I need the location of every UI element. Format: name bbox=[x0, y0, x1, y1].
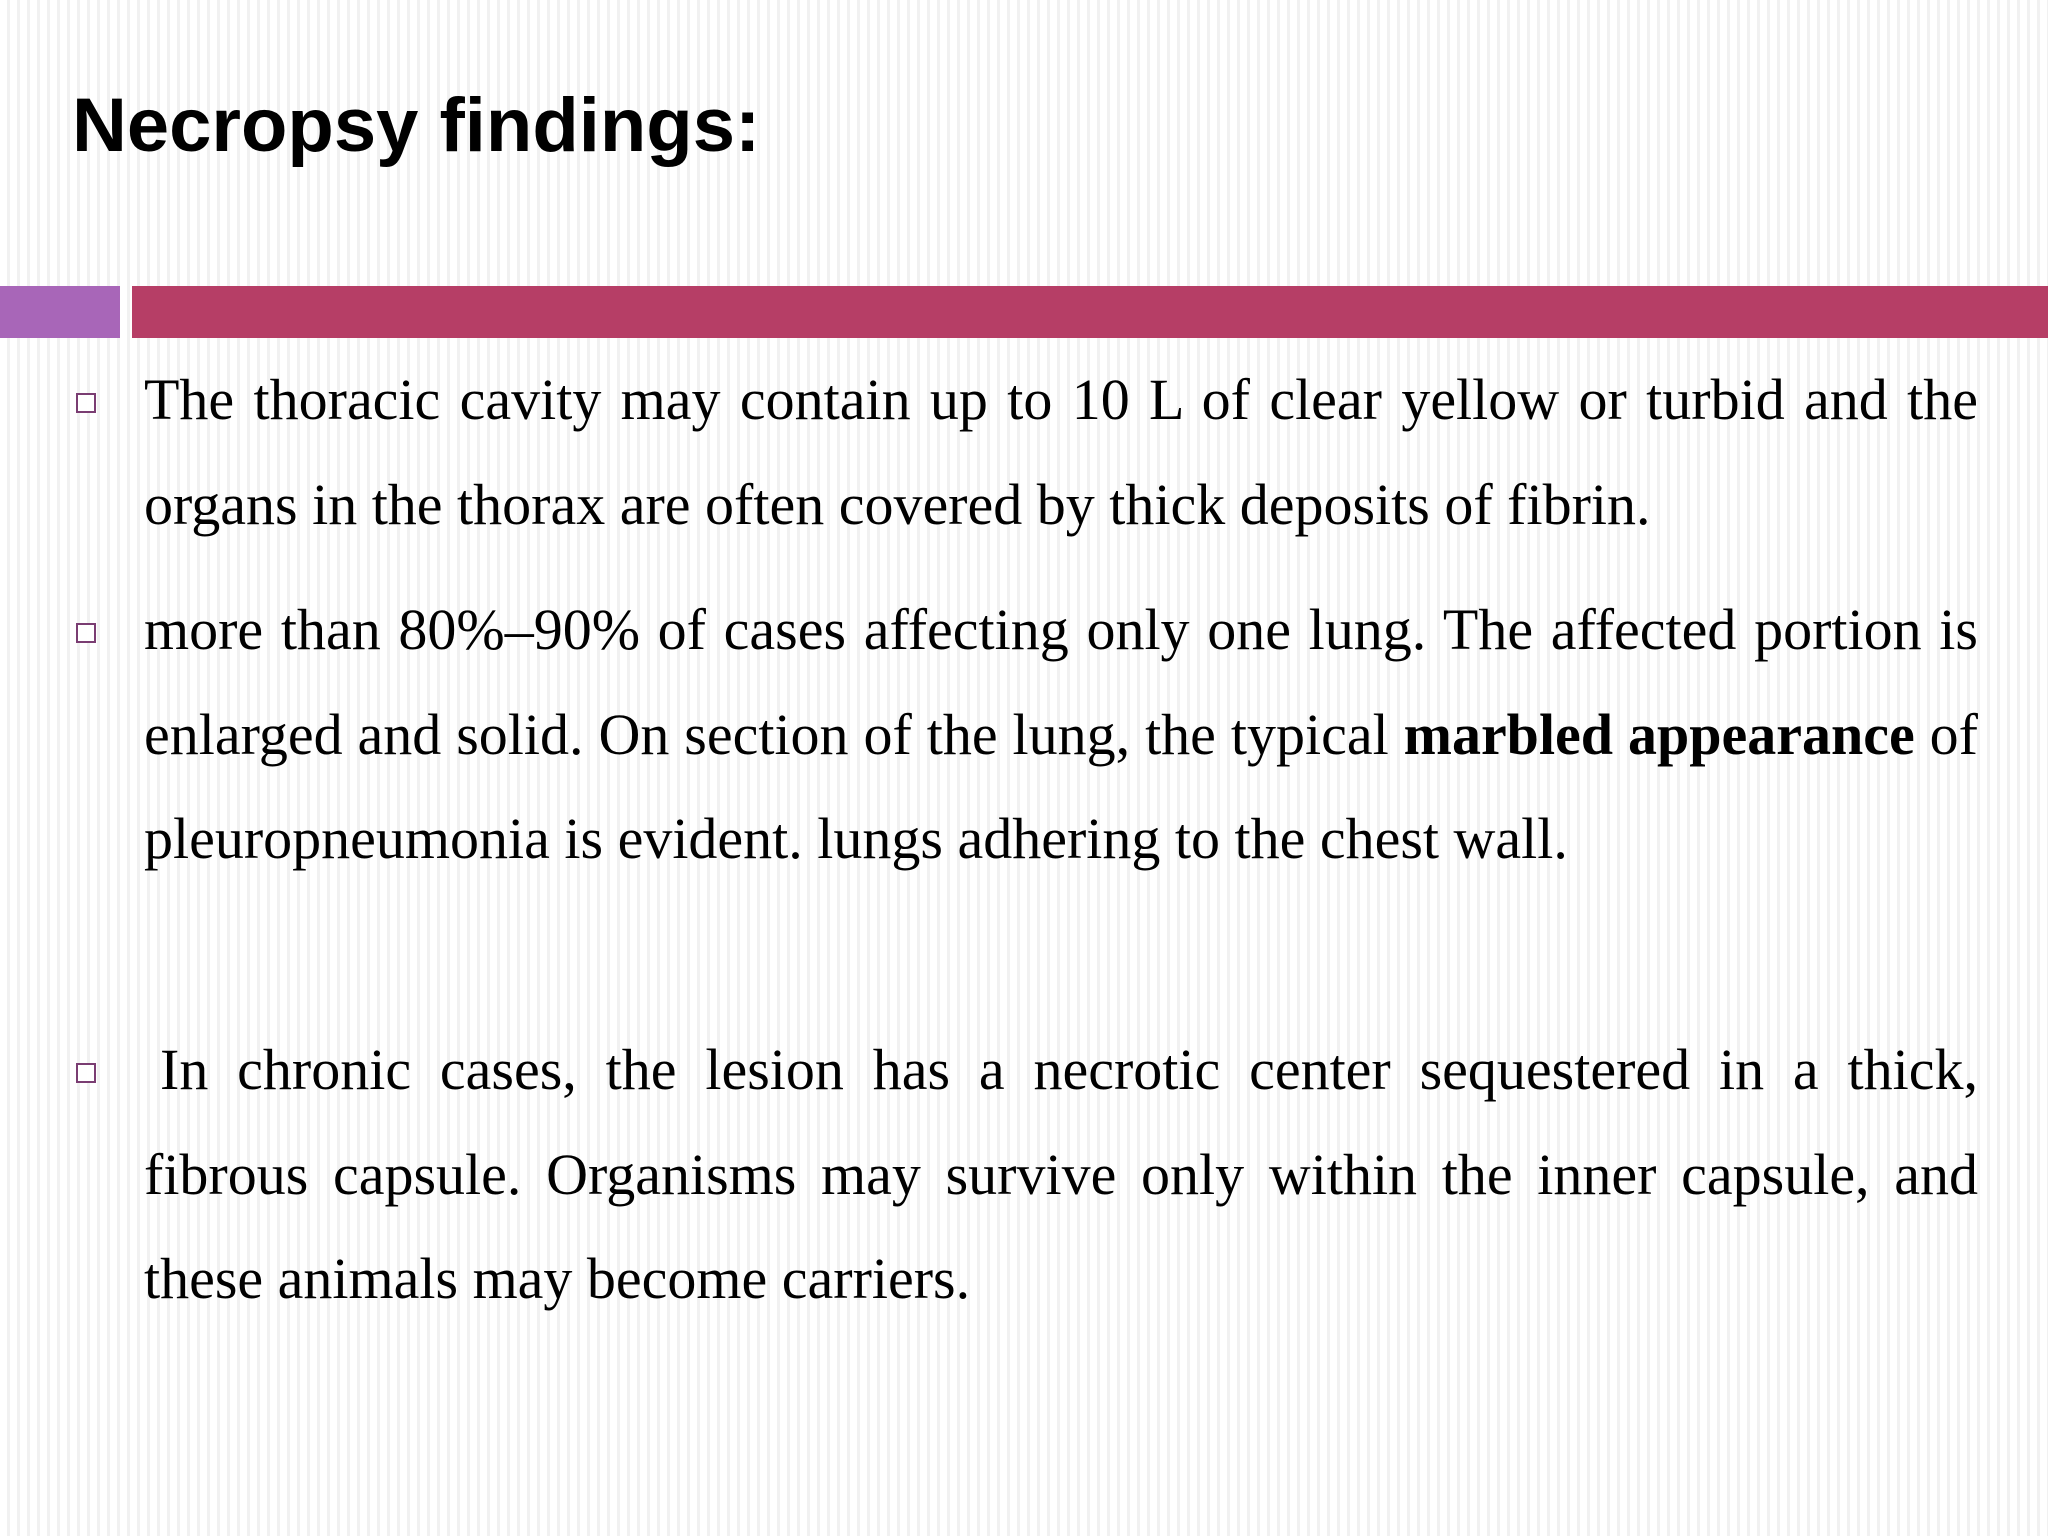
bullet-text bbox=[144, 1018, 1978, 1332]
bullet-text-part: In chronic cases, the lesion has a necrotic center sequestered in a thick, fibrous capsule. Organisms may survive only within the inner capsule, and these animals may become carriers. bbox=[144, 1037, 1978, 1311]
hollow-square-icon bbox=[76, 1063, 96, 1083]
accent-bar-small bbox=[0, 286, 120, 338]
bullet-text-part: more than 80%–90% of cases affecting only one lung. The affected portion is enlarged and solid. On section of the lung, the typical bbox=[144, 597, 1978, 767]
accent-bar-long bbox=[132, 286, 2048, 338]
slide-title: Necropsy findings: bbox=[72, 83, 761, 168]
bullet-text-bold: marbled appearance bbox=[1403, 701, 1915, 767]
hollow-square-icon bbox=[76, 393, 96, 413]
bullet-text: The thoracic cavity may contain up to 10 L of clear yellow or turbid and the organs in the thorax are often covered by thick deposits of fibrin. bbox=[144, 367, 1978, 537]
bullet-text bbox=[144, 578, 1978, 892]
hollow-square-icon bbox=[76, 623, 96, 643]
bullet-text-part: of pleuropneumonia is evident. lungs adhering to the chest wall. bbox=[144, 701, 1978, 871]
